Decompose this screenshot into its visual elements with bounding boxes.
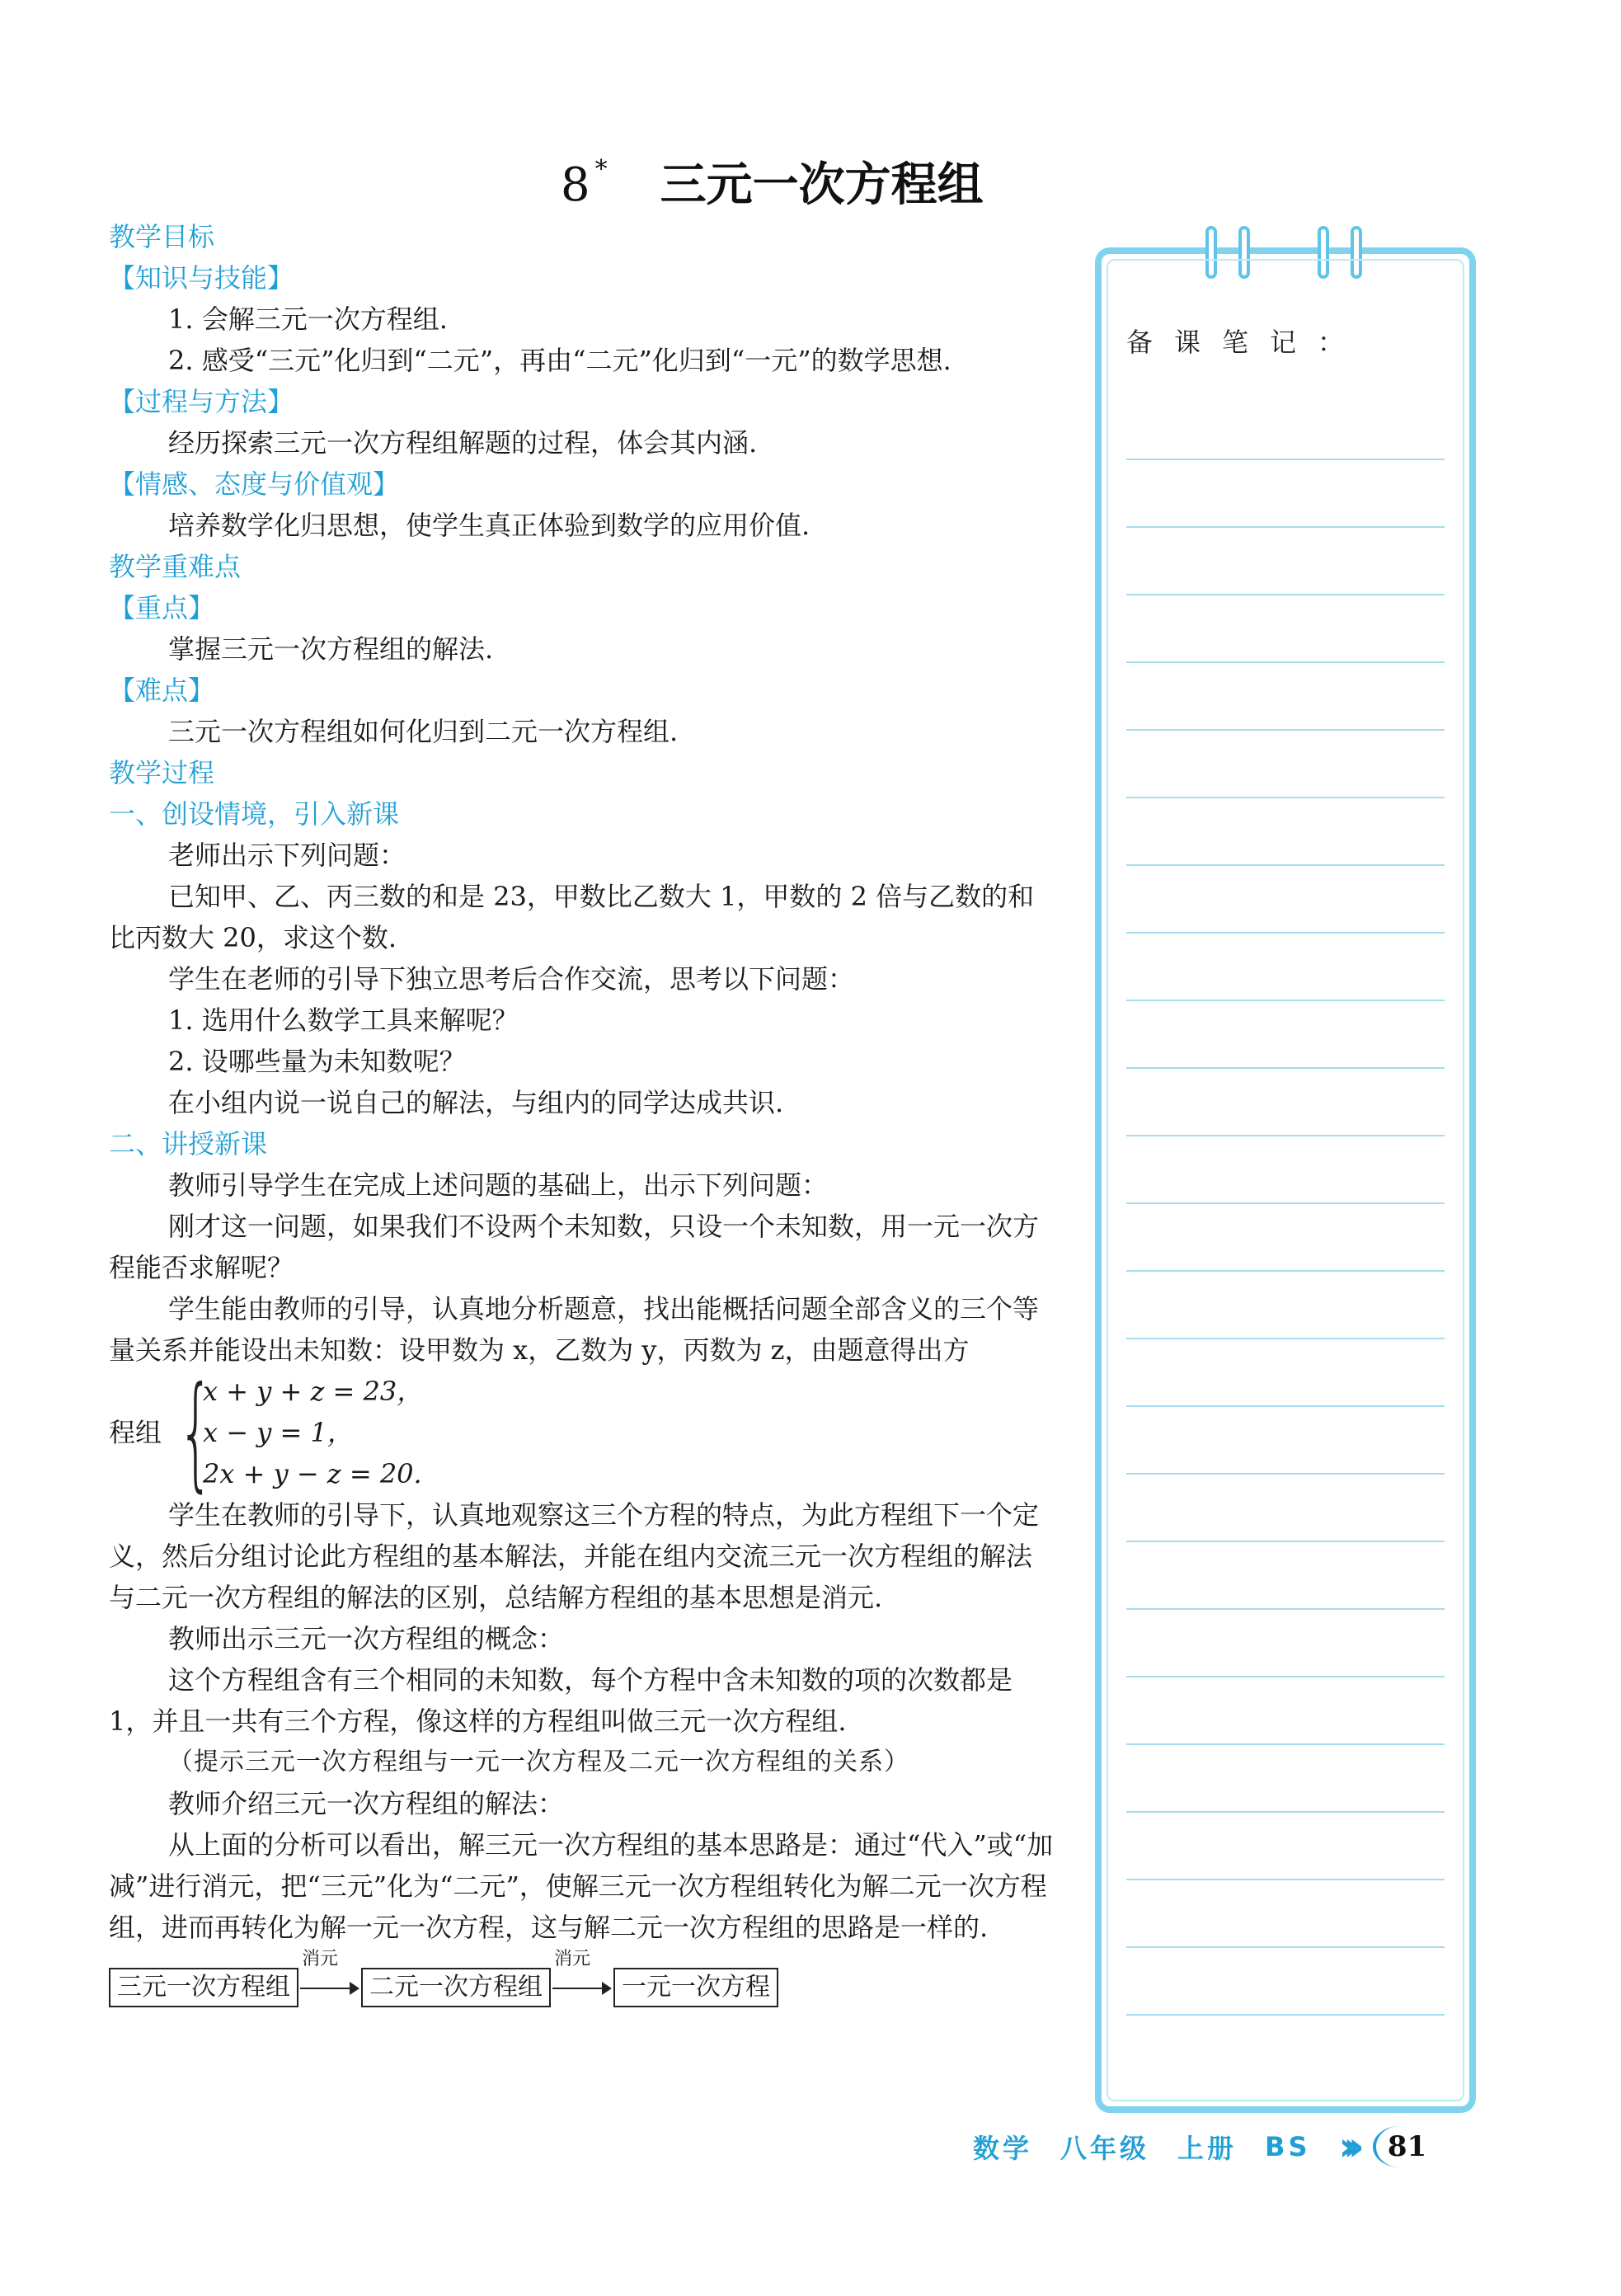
paragraph: 这个方程组含有三个相同的未知数，每个方程中含未知数的项的次数都是 1，并且一共有三个方程，像这样的方程组叫做三元一次方程组. (109, 1664, 1013, 1737)
page-number: 81 (1373, 2126, 1426, 2167)
paragraph: 在小组内说一说自己的解法，与组内的同学达成共识. (168, 1087, 784, 1118)
section-one-heading: 一、创设情境，引入新课 (109, 798, 400, 830)
question-item: 2. 设哪些量为未知数呢？ (168, 1046, 466, 1077)
left-brace-icon: { (178, 1361, 214, 1504)
section-two-heading: 二、讲授新课 (109, 1128, 268, 1160)
lesson-notes-panel (1095, 247, 1476, 2113)
flow-box-binary: 二元一次方程组 (361, 1968, 551, 2007)
page-title (561, 148, 1055, 214)
elimination-flowchart (109, 1949, 1057, 2011)
double-chevron-icon: ››› (1338, 2124, 1353, 2170)
footer-volume: 上册 (1177, 2133, 1238, 2164)
footer-subject: 数学 (973, 2133, 1033, 2164)
key-heading: 【重点】 (109, 592, 215, 623)
difficulty-heading: 【难点】 (109, 675, 215, 706)
paragraph: 已知甲、乙、丙三数的和是 23，甲数比乙数大 1，甲数的 2 倍与乙数的和比丙数大 20，求这个数. (109, 881, 1035, 953)
equation: x + y + z = 23， (203, 1376, 424, 1407)
flow-arrow (298, 1949, 361, 2006)
arrow-line-icon (300, 1988, 355, 1989)
equation: 2x + y − z = 20. (203, 1458, 422, 1489)
paragraph: 2. 感受“三元”化归到“二元”，再由“二元”化归到“一元”的数学思想. (168, 345, 951, 376)
footer-edition: BS (1265, 2131, 1311, 2162)
paragraph: 学生在教师的引导下，认真地观察这三个方程的特点，为此方程组下一个定义，然后分组讨论此方程组的基本解法，并能在组内交流三元一次方程组的解法与二元一次方程组的解法的区别，总结解方程组的基本思想是消元. (109, 1499, 1040, 1613)
paragraph: 教师引导学生在完成上述问题的基础上，出示下列问题： (168, 1169, 829, 1201)
paragraph: 1. 会解三元一次方程组. (168, 303, 448, 335)
flow-arrow (551, 1949, 613, 2006)
page-footer (973, 2118, 1509, 2176)
question-item: 1. 选用什么数学工具来解呢？ (168, 1004, 519, 1036)
section-number: 8 (561, 158, 590, 212)
paragraph: 老师出示下列问题： (168, 840, 406, 871)
goals-heading: 教学目标 (109, 221, 215, 252)
paragraph: 教师介绍三元一次方程组的解法： (168, 1788, 565, 1819)
equation: x − y = 1， (203, 1417, 354, 1448)
optional-star: * (594, 155, 608, 184)
flow-arrow-label: 消元 (554, 1949, 591, 1969)
arrow-head-icon (602, 1982, 612, 1995)
paragraph: 三元一次方程组如何化归到二元一次方程组. (168, 716, 679, 747)
flow-box-unary: 一元一次方程 (613, 1968, 778, 2007)
main-content (109, 216, 1057, 2011)
paragraph: 教师出示三元一次方程组的概念： (168, 1623, 565, 1654)
equation-list (203, 1371, 423, 1494)
emotion-heading: 【情感、态度与价值观】 (109, 468, 400, 500)
procedure-heading: 教学过程 (109, 757, 215, 788)
title-text: 三元一次方程组 (660, 158, 984, 212)
equation-system (109, 1361, 1057, 1504)
process-heading: 【过程与方法】 (109, 386, 294, 417)
footer-grade: 八年级 (1060, 2133, 1150, 2164)
notebook-ruled-lines (1126, 393, 1445, 2073)
flow-arrow-label: 消元 (302, 1949, 339, 1969)
keypoints-heading: 教学重难点 (109, 551, 242, 582)
knowledge-heading: 【知识与技能】 (109, 262, 294, 294)
paragraph: 从上面的分析可以看出，解三元一次方程组的基本思路是：通过“代入”或“加减”进行消元，把“三元”化为“二元”，使解三元一次方程组转化为解二元一次方程组，进而再转化为解一元一次方程，这与解二元一次方程组的思路是一样的. (109, 1829, 1054, 1943)
paragraph: 掌握三元一次方程组的解法. (168, 633, 494, 665)
arrow-head-icon (350, 1982, 359, 1995)
equation-label: 程组 (109, 1417, 162, 1448)
flow-box-ternary: 三元一次方程组 (109, 1968, 298, 2007)
paragraph: 学生在老师的引导下独立思考后合作交流，思考以下问题： (168, 963, 855, 995)
paragraph: 经历探索三元一次方程组解题的过程，体会其内涵. (168, 427, 758, 459)
hint-note: （提示三元一次方程组与一元一次方程及二元一次方程组的关系） (168, 1748, 909, 1776)
arrow-line-icon (552, 1988, 607, 1989)
paragraph: 学生能由教师的引导，认真地分析题意，找出能概括问题全部含义的三个等量关系并能设出未知数：设甲数为 x，乙数为 y，丙数为 z，由题意得出方 (109, 1293, 1040, 1366)
paragraph: 刚才这一问题，如果我们不设两个未知数，只设一个未知数，用一元一次方程能否求解呢？ (109, 1211, 1040, 1283)
paragraph: 培养数学化归思想，使学生真正体验到数学的应用价值. (168, 510, 810, 541)
notebook-title: 备课笔记： (1126, 327, 1366, 358)
